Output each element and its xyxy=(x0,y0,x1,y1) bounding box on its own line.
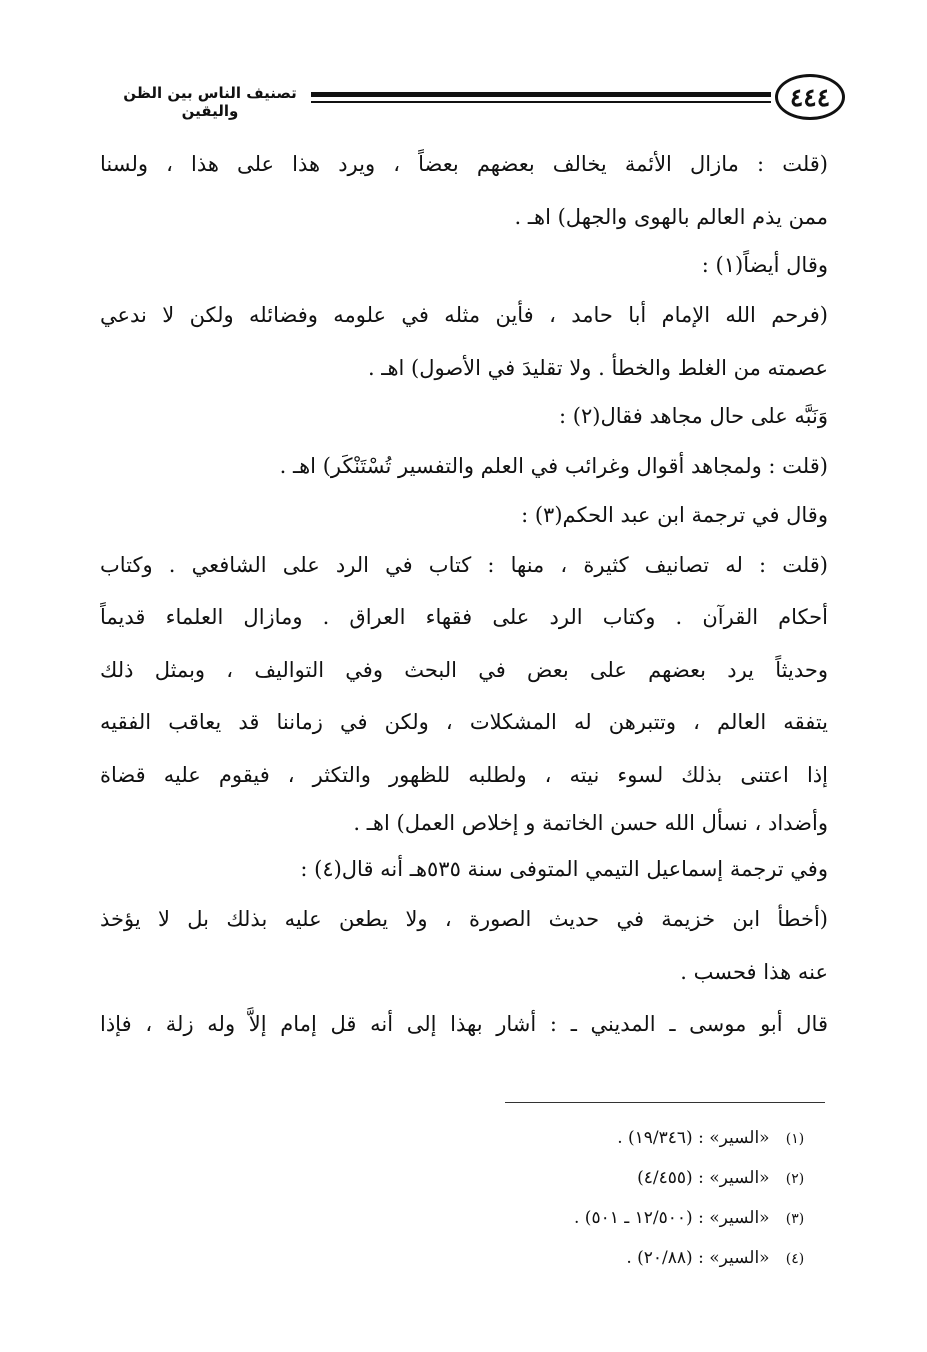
footnotes xyxy=(415,1118,815,1278)
page-number: ٤٤٤ xyxy=(775,74,845,120)
text-line: عصمته من الغلط والخطأ . ولا تقليدَ في الأصول) اهـ . xyxy=(367,355,828,380)
footnote-separator xyxy=(505,1102,825,1103)
text-line: (قلت : له تصانيف كثيرة ، منها : كتاب في الرد على الشافعي . وكتاب xyxy=(100,552,828,577)
text-line: (قلت : مازال الأئمة يخالف بعضهم بعضاً ، ويرد هذا على هذا ، ولسنا xyxy=(100,152,828,176)
footnote-item xyxy=(415,1238,815,1278)
text-line: ممن يذم العالم بالهوى والجهل) اهـ . xyxy=(514,204,828,229)
text-line: وحديثاً يرد بعضهم على بعض في البحث وفي التواليف ، وبمثل ذلك xyxy=(100,657,828,682)
footnote-number: (٢) xyxy=(785,1171,805,1187)
text-line: وقال أيضاً(١) : xyxy=(701,253,828,277)
footnote-text: «السير» : (١٩/٣٤٦) . xyxy=(617,1128,770,1148)
header-rule-thin xyxy=(311,101,771,103)
text-line: عنه هذا فحسب . xyxy=(680,959,828,984)
text-line: (أخطأ ابن خزيمة في حديث الصورة ، ولا يطعن عليه بذلك بل لا يؤخذ xyxy=(100,907,828,931)
body-text xyxy=(100,138,828,1051)
footnote-number: (١) xyxy=(785,1131,805,1147)
text-line: وَنَبَّه على حال مجاهد فقال(٢) : xyxy=(559,404,828,428)
footnote-item xyxy=(415,1118,815,1158)
footnote-item xyxy=(415,1158,815,1198)
header-rule xyxy=(311,92,771,106)
running-title: تصنيف الناس بين الظن واليقين xyxy=(123,84,297,120)
text-line: وأضداد ، نسأل الله حسن الخاتمة و إخلاص العمل) اهـ . xyxy=(353,811,828,835)
footnote-number: (٣) xyxy=(785,1211,805,1227)
footnote-text: «السير» : (٢٠/٨٨) . xyxy=(626,1248,770,1268)
footnote-item xyxy=(415,1198,815,1238)
footnote-number: (٤) xyxy=(785,1251,805,1267)
text-line: (قلت : ولمجاهد أقوال وغرائب في العلم والتفسير تُسْتَنْكَر) اهـ . xyxy=(279,454,828,478)
page-header xyxy=(100,70,845,126)
text-line: وفي ترجمة إسماعيل التيمي المتوفى سنة ٥٣٥هـ أنه قال(٤) : xyxy=(300,857,828,881)
text-line: وقال في ترجمة ابن عبد الحكم(٣) : xyxy=(521,502,828,527)
text-line: قال أبو موسى ـ المديني ـ : أشار بهذا إلى أنه قل إمام إلاَّ وله زلة ، فإذا xyxy=(100,1012,828,1036)
text-line: يتفقه العالم ، وتتبرهن له المشكلات ، ولكن في زماننا قد يعاقب الفقيه xyxy=(100,710,828,734)
text-line: أحكام القرآن . وكتاب الرد على فقهاء العراق . ومازال العلماء قديماً xyxy=(100,605,828,629)
footnote-text: «السير» : (٤/٤٥٥) xyxy=(637,1168,770,1188)
header-rule-thick xyxy=(311,92,771,97)
footnote-text: «السير» : (١٢/٥٠٠ ـ ٥٠١) . xyxy=(573,1208,770,1228)
text-line: (فرحم الله الإمام أبا حامد ، فأين مثله في علومه وفضائله ولكن لا ندعي xyxy=(100,303,828,327)
text-line: إذا اعتنى بذلك لسوء نيته ، ولطلبه للظهور والتكثر ، فيقوم عليه قضاة xyxy=(100,762,828,787)
